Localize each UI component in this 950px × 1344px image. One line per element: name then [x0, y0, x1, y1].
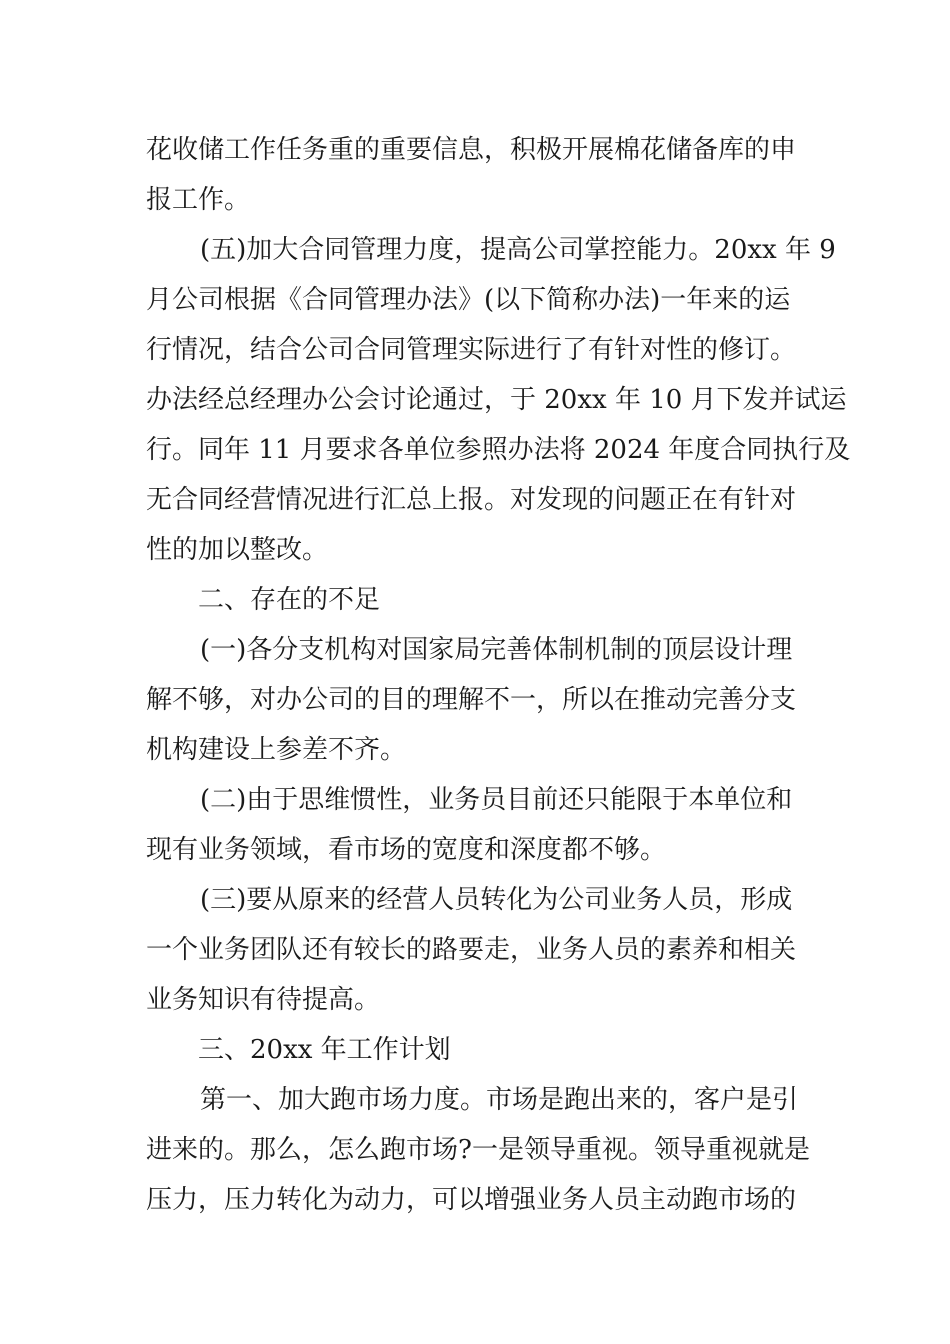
- text-line: 报工作。: [146, 185, 251, 215]
- text-line: (二)由于思维惯性，业务员目前还只能限于本单位和: [200, 785, 793, 815]
- text-line: 业务知识有待提高。: [146, 985, 381, 1015]
- text-line: 一个业务团队还有较长的路要走，业务人员的素养和相关: [146, 935, 797, 965]
- text-line: 现有业务领域，看市场的宽度和深度都不够。: [146, 835, 667, 865]
- section-heading: 二、存在的不足: [198, 585, 381, 615]
- text-line: 第一、加大跑市场力度。市场是跑出来的，客户是引: [200, 1085, 799, 1115]
- text-line: 办法经总经理办公会讨论通过，于 20xx 年 10 月下发并试运: [146, 385, 847, 415]
- text-line: 花收储工作任务重的重要信息，积极开展棉花储备库的申: [146, 135, 797, 165]
- text-line: 压力，压力转化为动力，可以增强业务人员主动跑市场的: [146, 1185, 797, 1215]
- text-line: 行。同年 11 月要求各单位参照办法将 2024 年度合同执行及: [146, 435, 851, 465]
- text-line: 性的加以整改。: [146, 535, 329, 565]
- text-line: 机构建设上参差不齐。: [146, 735, 407, 765]
- section-heading: 三、20xx 年工作计划: [198, 1035, 451, 1065]
- text-line: (一)各分支机构对国家局完善体制机制的顶层设计理: [200, 635, 793, 665]
- text-line: 进来的。那么，怎么跑市场?一是领导重视。领导重视就是: [146, 1135, 810, 1165]
- text-line: 行情况，结合公司合同管理实际进行了有针对性的修订。: [146, 335, 797, 365]
- text-line: (三)要从原来的经营人员转化为公司业务人员，形成: [200, 885, 793, 915]
- text-line: 解不够，对办公司的目的理解不一，所以在推动完善分支: [146, 685, 797, 715]
- text-line: 月公司根据《合同管理办法》(以下简称办法)一年来的运: [146, 285, 791, 315]
- text-line: 无合同经营情况进行汇总上报。对发现的问题正在有针对: [146, 485, 797, 515]
- text-line: (五)加大合同管理力度，提高公司掌控能力。20xx 年 9: [200, 235, 836, 265]
